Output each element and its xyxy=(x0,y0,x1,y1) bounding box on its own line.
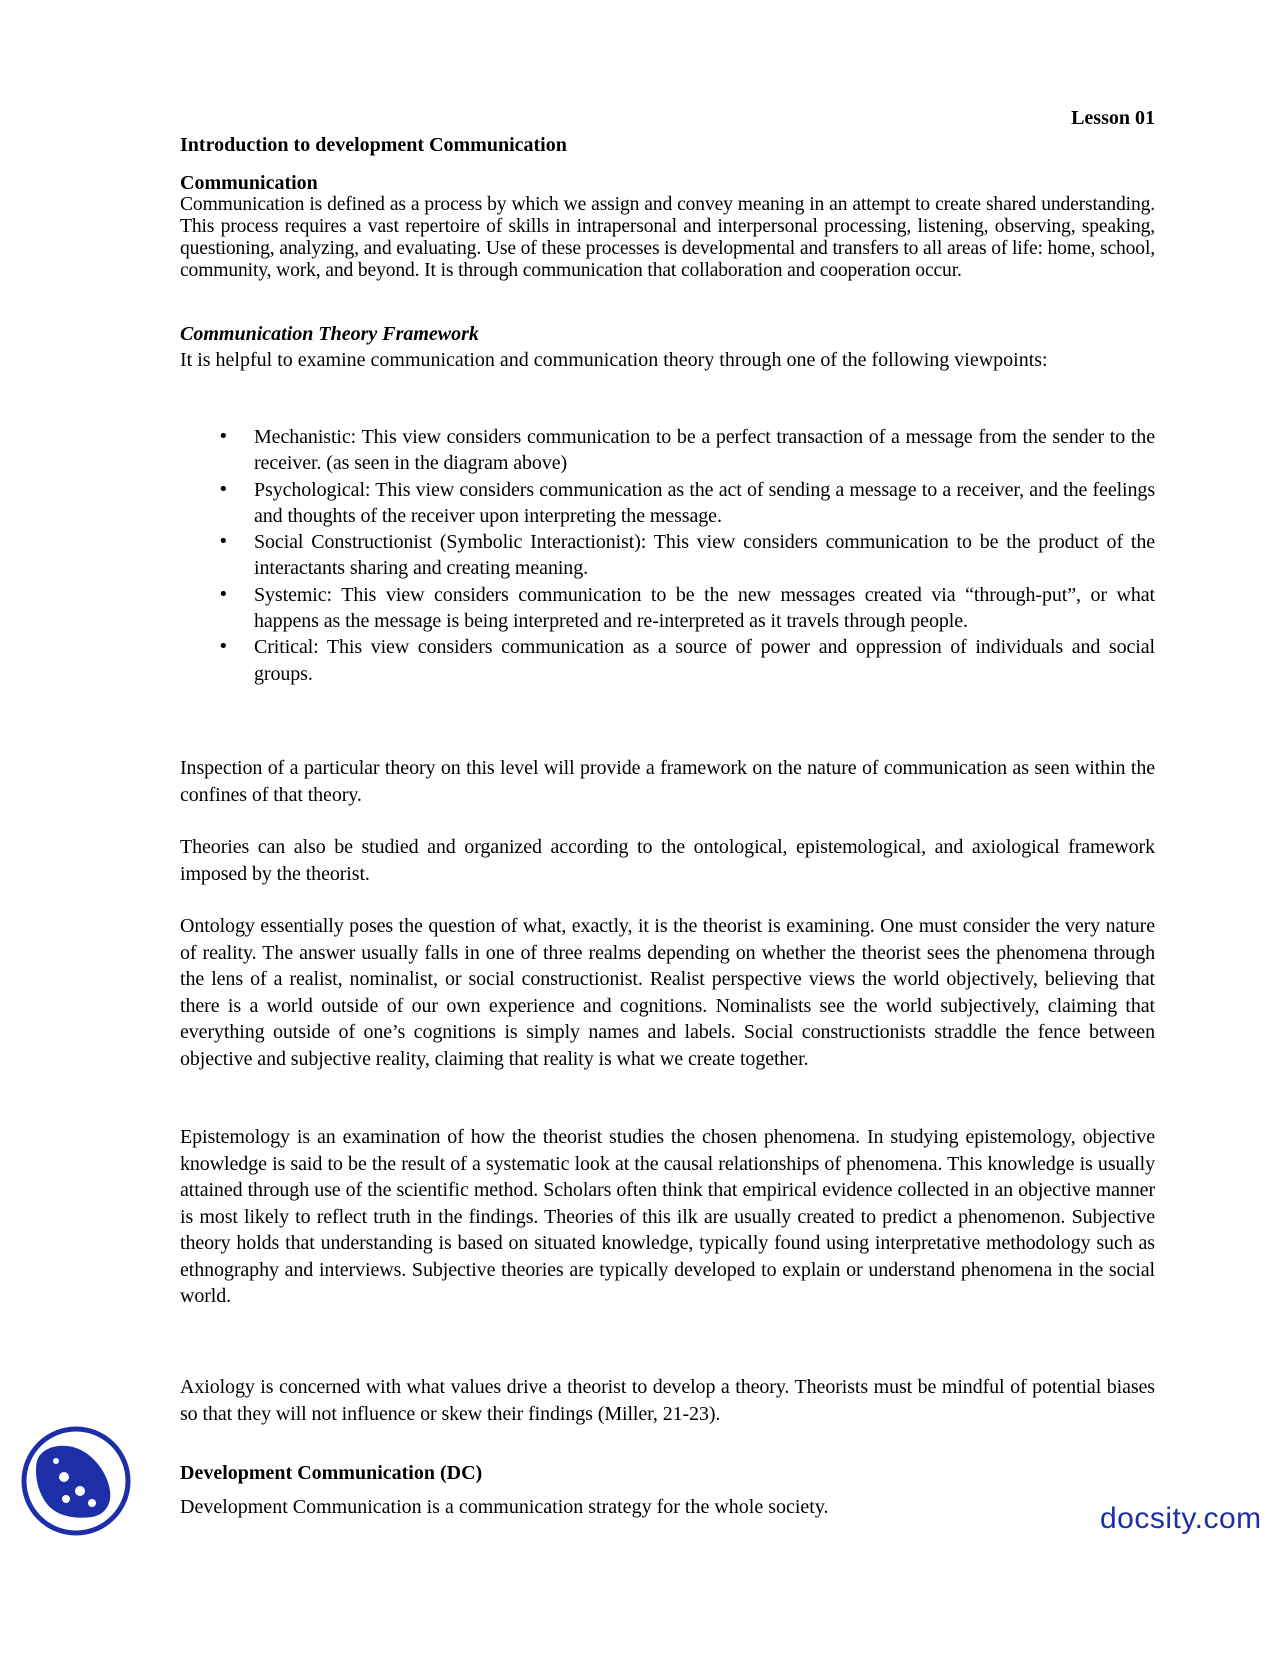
framework-intro: It is helpful to examine communication and communication theory through one of the following viewpoints: xyxy=(180,349,1048,371)
viewpoints-list xyxy=(180,424,1155,687)
axiology-paragraph: Axiology is concerned with what values drive a theorist to develop a theory. Theorists must be mindful of potential biases so that they will not influence or skew their findings (Miller, 21-23). xyxy=(180,1376,1155,1425)
framework-heading: Communication Theory Framework xyxy=(180,323,479,345)
dc-heading: Development Communication (DC) xyxy=(180,1462,483,1484)
bullet-icon: • xyxy=(218,636,229,658)
bullet-icon: • xyxy=(218,478,229,500)
inspection-paragraph: Inspection of a particular theory on this level will provide a framework on the nature of communication as seen within the confines of that theory. xyxy=(180,757,1155,806)
inspection-block xyxy=(180,755,1155,808)
list-item: • Systemic: This view considers communication to be the new messages created via “through-put”, or what happens as the message is being interpreted and re-interpreted as it travels through people. xyxy=(218,583,1155,633)
bullet-icon: • xyxy=(218,531,229,553)
theories-paragraph: Theories can also be studied and organized according to the ontological, epistemological, and axiological framework imposed by the theorist. xyxy=(180,836,1155,885)
communication-section xyxy=(180,172,1155,282)
list-item: • Social Constructionist (Symbolic Interactionist): This view considers communication to be the product of the interactants sharing and creating meaning. xyxy=(218,531,1155,580)
docsity-logo-icon xyxy=(20,1425,132,1537)
communication-heading: Communication xyxy=(180,172,318,194)
list-item: • Psychological: This view considers communication as the act of sending a message to a receiver, and the feelings and thoughts of the receiver upon interpreting the message. xyxy=(218,478,1155,527)
docsity-watermark[interactable]: docsity.com xyxy=(1100,1502,1262,1535)
epistemology-block xyxy=(180,1124,1155,1310)
lesson-number: Lesson 01 xyxy=(1071,107,1155,129)
framework-section xyxy=(180,321,1155,374)
ontology-block xyxy=(180,913,1155,1072)
bullet-icon: • xyxy=(218,426,229,447)
bullet-icon: • xyxy=(218,583,229,605)
theories-block xyxy=(180,834,1155,887)
dc-section xyxy=(180,1460,1155,1521)
ontology-paragraph: Ontology essentially poses the question of what, exactly, it is the theorist is examining. One must consider the very nature of reality. The answer usually falls in one of three realms depending on whether the theorist sees the phenomena through the lens of a realist, nominalist, or social constructionist. Realist perspective views the world objectively, believing that there is a world outside of our own experience and cognitions. Nominalists see the world subjectively, claiming that everything outside of one’s cognitions is simply names and labels. Social constructionists straddle the fence between objective and subjective reality, claiming that reality is what we create together. xyxy=(180,915,1155,1070)
document-title: Introduction to development Communication xyxy=(180,134,567,156)
axiology-block xyxy=(180,1374,1155,1427)
list-item: • Mechanistic: This view considers communication to be a perfect transaction of a message from the sender to the receiver. (as seen in the diagram above) xyxy=(218,426,1155,475)
list-item: • Critical: This view considers communication as a source of power and oppression of individuals and social groups. xyxy=(218,636,1155,685)
communication-paragraph: Communication is defined as a process by which we assign and convey meaning in an attempt to create shared understanding. This process requires a vast repertoire of skills in intrapersonal and interpersonal processing, listening, observing, speaking, questioning, analyzing, and evaluating. Use of these processes is developmental and transfers to all areas of life: home, school, community, work, and beyond. It is through communication that collaboration and cooperation occur. xyxy=(180,194,1155,281)
epistemology-paragraph: Epistemology is an examination of how the theorist studies the chosen phenomena. In studying epistemology, objective knowledge is said to be the result of a systematic look at the causal relationships of phenomena. This knowledge is usually attained through use of the scientific method. Scholars often think that empirical evidence collected in an objective manner is most likely to reflect truth in the findings. Theories of this ilk are usually created to predict a phenomenon. Subjective theory holds that understanding is based on situated knowledge, typically found using interpretative methodology such as ethnography and interviews. Subjective theories are typically developed to explain or understand phenomena in the social world. xyxy=(180,1126,1155,1307)
dc-paragraph: Development Communication is a communication strategy for the whole society. xyxy=(180,1496,829,1518)
viewpoints-list-wrap xyxy=(180,424,1155,687)
